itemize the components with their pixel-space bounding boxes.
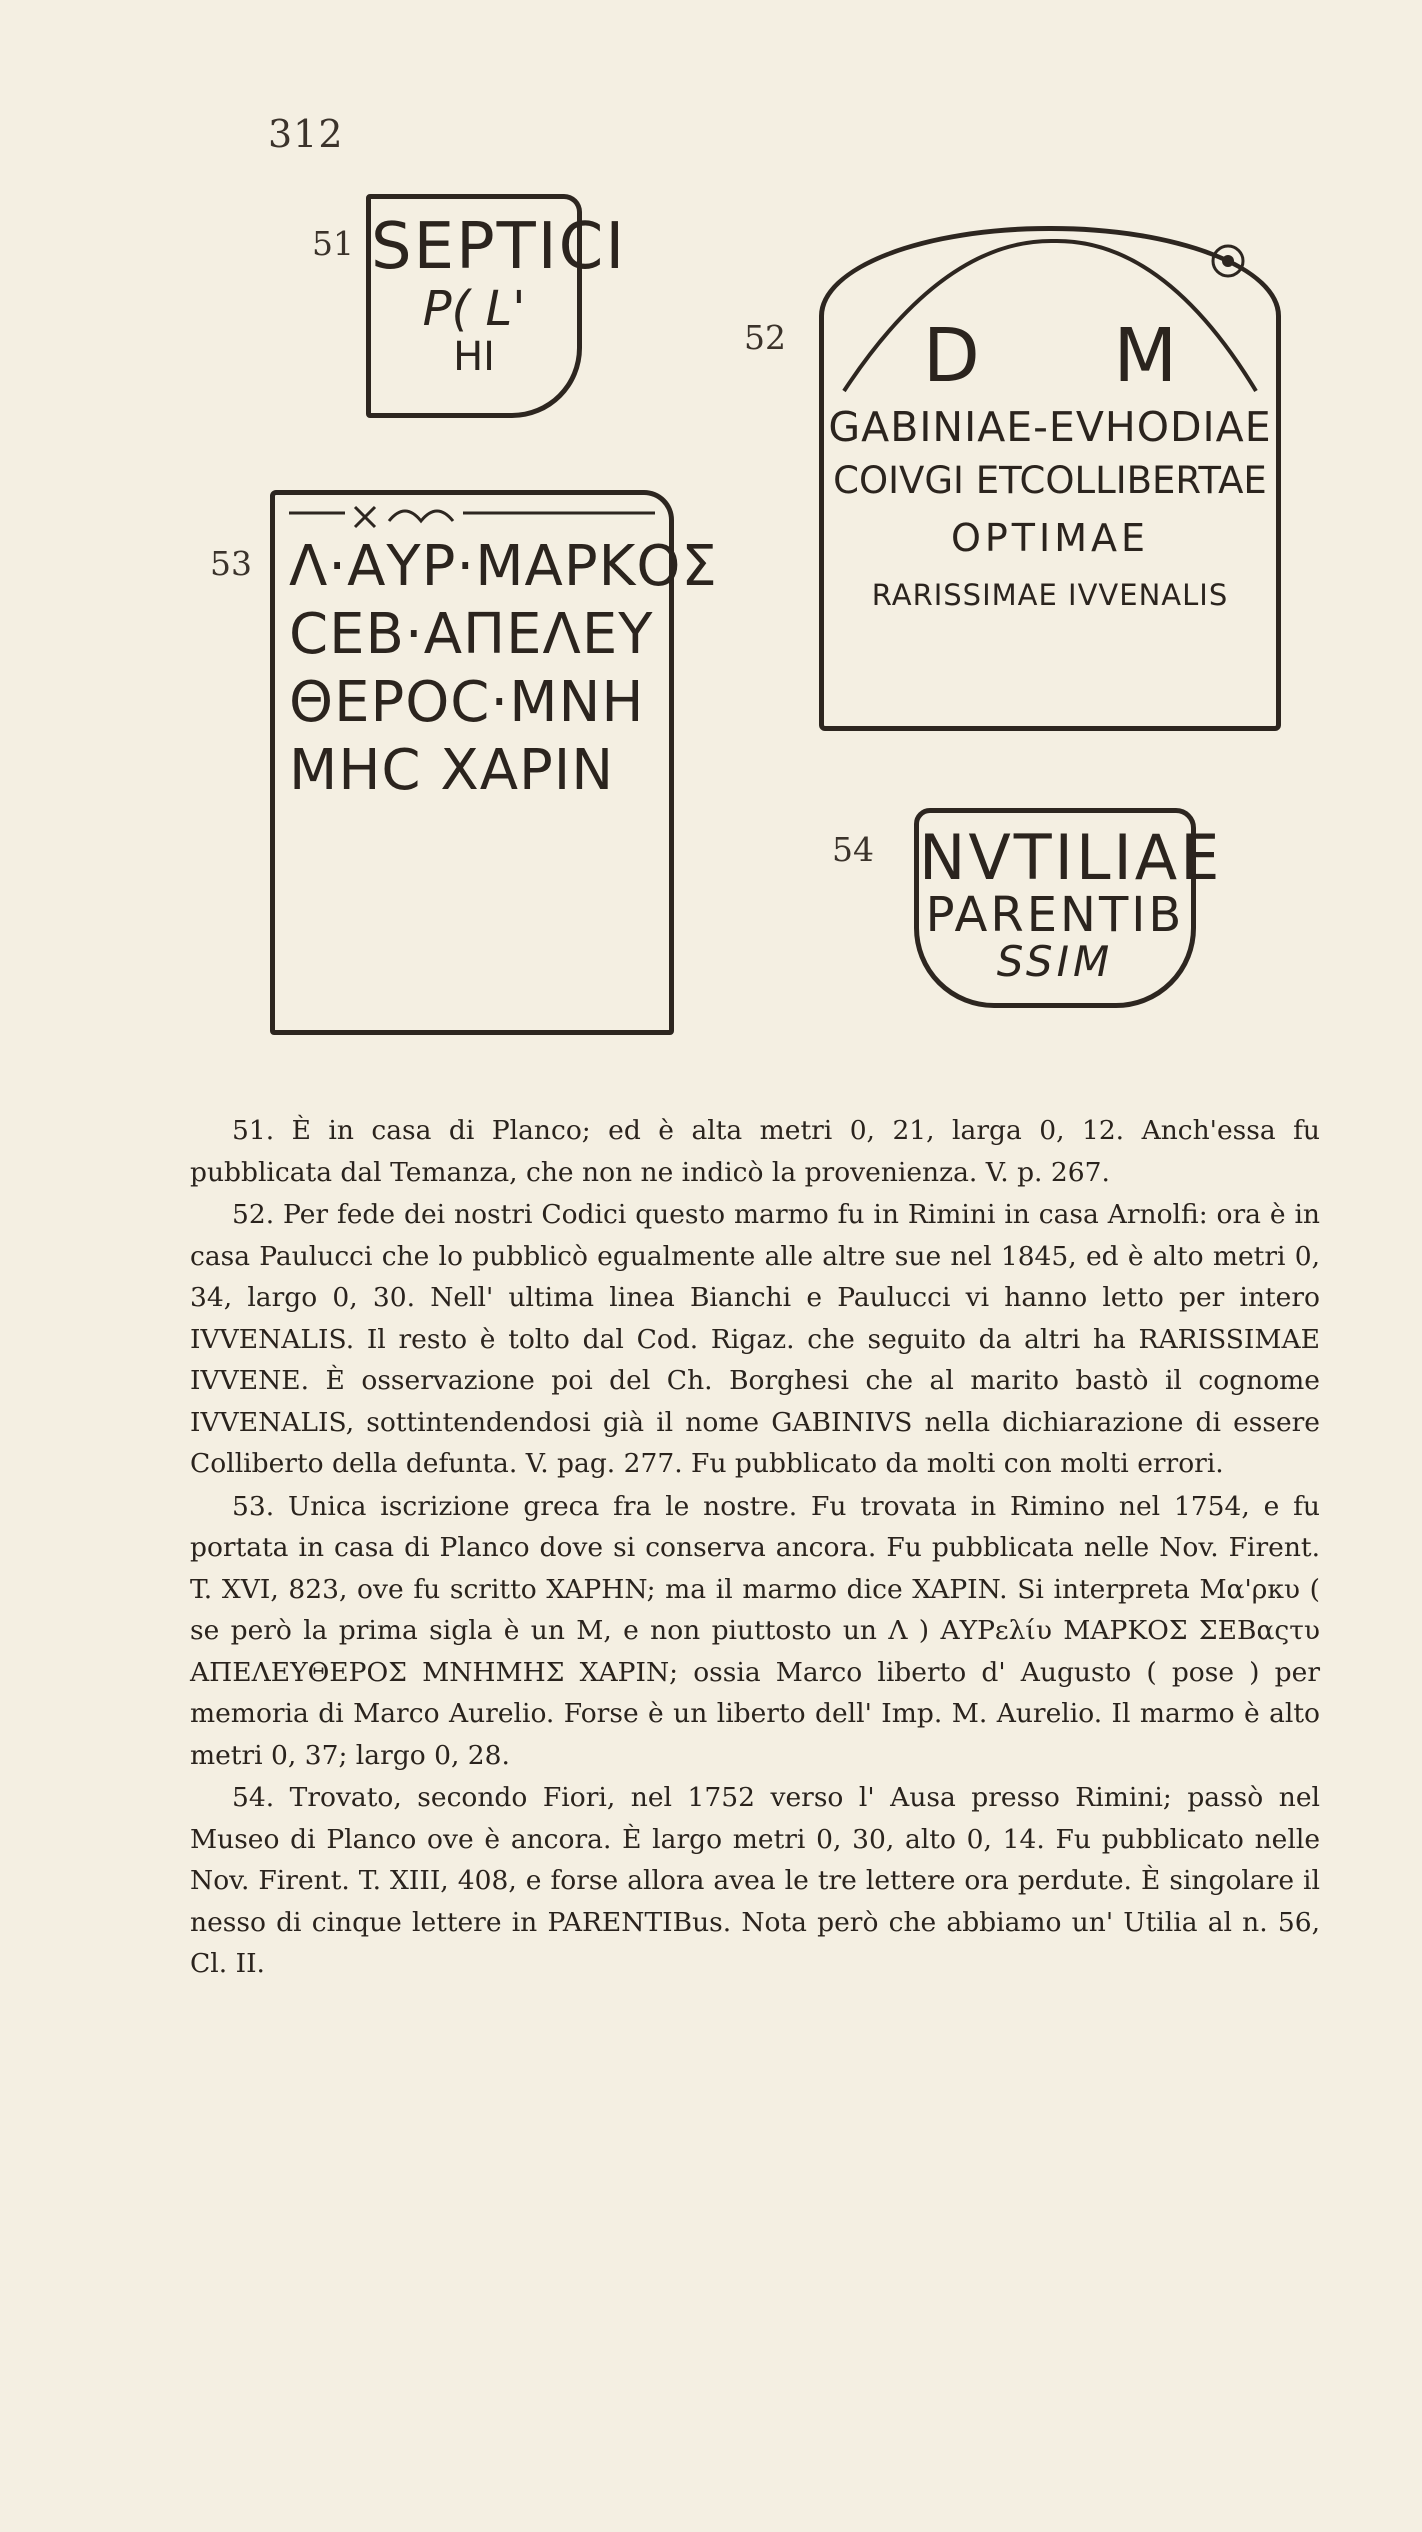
inscription-52 bbox=[819, 226, 1281, 731]
inscription-54-line-1: NVTILIAE bbox=[919, 821, 1223, 894]
commentary-text bbox=[190, 1110, 1320, 1985]
inscription-52-border-ornament bbox=[824, 231, 1276, 726]
page-number: 312 bbox=[268, 112, 344, 156]
figure-number-51: 51 bbox=[312, 224, 354, 263]
paragraph-52: 52. Per fede dei nostri Codici questo marmo fu in Rimini in casa Arnolfi: ora è in casa Paulucci che lo pubblicò egualmente alle altre sue nel 1845, ed è alto metri 0, 34, largo 0, 30. Nell' ultima linea Bianchi e Paulucci vi hanno letto per intero IVVENALIS. Il resto è tolto dal Cod. Rigaz. che seguito da altri ha RARISSIMAE IVVENE. È osservazione poi del Ch. Borghesi che al marito bastò il cognome IVVENALIS, sottintendendosi già il nome GABINIVS nella dichiarazione di essere Colliberto della defunta. V. pag. 277. Fu pubblicato da molti con molti errori. bbox=[190, 1199, 1320, 1479]
inscription-52-line-4: OPTIMAE bbox=[950, 516, 1150, 560]
inscription-54-line-3: SSIM bbox=[996, 937, 1114, 986]
inscription-54-line-2: PARENTIB bbox=[925, 887, 1185, 943]
inscription-53-line-1: Λ·ΑΥΡ·ΜΑΡΚΟΣ bbox=[289, 534, 718, 599]
inscription-53 bbox=[270, 490, 718, 1035]
figure-number-53: 53 bbox=[210, 544, 252, 583]
ornament-rosette-center-icon bbox=[1222, 255, 1234, 267]
inscription-52-line-2: GABINIAE-EVHODIAE bbox=[828, 403, 1272, 451]
inscription-51-line-3: HI bbox=[453, 334, 495, 380]
inscription-51-line-2: P( L' bbox=[422, 281, 526, 337]
inscription-51-line-1: SEPTICI bbox=[371, 210, 627, 284]
inscription-53-line-4: ΜΗC ΧΑΡΙΝ bbox=[289, 738, 615, 803]
paragraph-54: 54. Trovato, secondo Fiori, nel 1752 verso l' Ausa presso Rimini; passò nel Museo di Planco ove è ancora. È largo metri 0, 30, alto 0, 14. Fu pubblicato nelle Nov. Firent. T. XIII, 408, e forse allora avea le tre lettere ora perdute. È singolare il nesso di cinque lettere in PARENTIBus. Nota però che abbiamo un' Utilia al n. 56, Cl. II. bbox=[190, 1782, 1320, 1979]
paragraph-53: 53. Unica iscrizione greca fra le nostre. Fu trovata in Rimino nel 1754, e fu portata in casa di Planco dove si conserva ancora. Fu pubblicata nelle Nov. Firent. T. XVI, 823, ove fu scritto XAPHN; ma il marmo dice XAPIN. Si interpreta Μα'ρκυ ( se però la prima sigla è un M, e non piuttosto un Λ ) ΑΥΡελίυ ΜΑΡΚΟΣ ΣΕΒαςτυ ΑΠΕΛΕΥΘΕΡΟΣ ΜΝΗΜΗΣ ΧΑΡΙΝ; ossia Marco liberto d' Augusto ( pose ) per memoria di Marco Aurelio. Forse è un liberto dell' Imp. M. Aurelio. Il marmo è alto metri 0, 37; largo 0, 28. bbox=[190, 1490, 1320, 1771]
inscription-53-line-3: ΘΕΡΟC·ΜΝΗ bbox=[289, 670, 645, 735]
figure-number-54: 54 bbox=[832, 830, 874, 869]
paragraph-51: 51. È in casa di Planco; ed è alta metri 0, 21, larga 0, 12. Anch'essa fu pubblicata dal Temanza, che non ne indicò la provenienza. V. p. 267. bbox=[190, 1115, 1320, 1188]
inscription-53-top-ornament bbox=[285, 499, 675, 539]
inscription-53-line-2: CEB·ΑΠΕΛΕΥ bbox=[289, 602, 654, 667]
inscription-52-line-1: D M bbox=[922, 313, 1178, 399]
inscription-52-line-3: COIVGI ETCOLLIBERTAE bbox=[833, 459, 1267, 502]
inscription-51 bbox=[366, 194, 627, 418]
inscription-52-line-5: RARISSIMAE IVVENALIS bbox=[871, 578, 1229, 612]
inscription-54 bbox=[914, 808, 1223, 1008]
figure-number-52: 52 bbox=[744, 318, 786, 357]
